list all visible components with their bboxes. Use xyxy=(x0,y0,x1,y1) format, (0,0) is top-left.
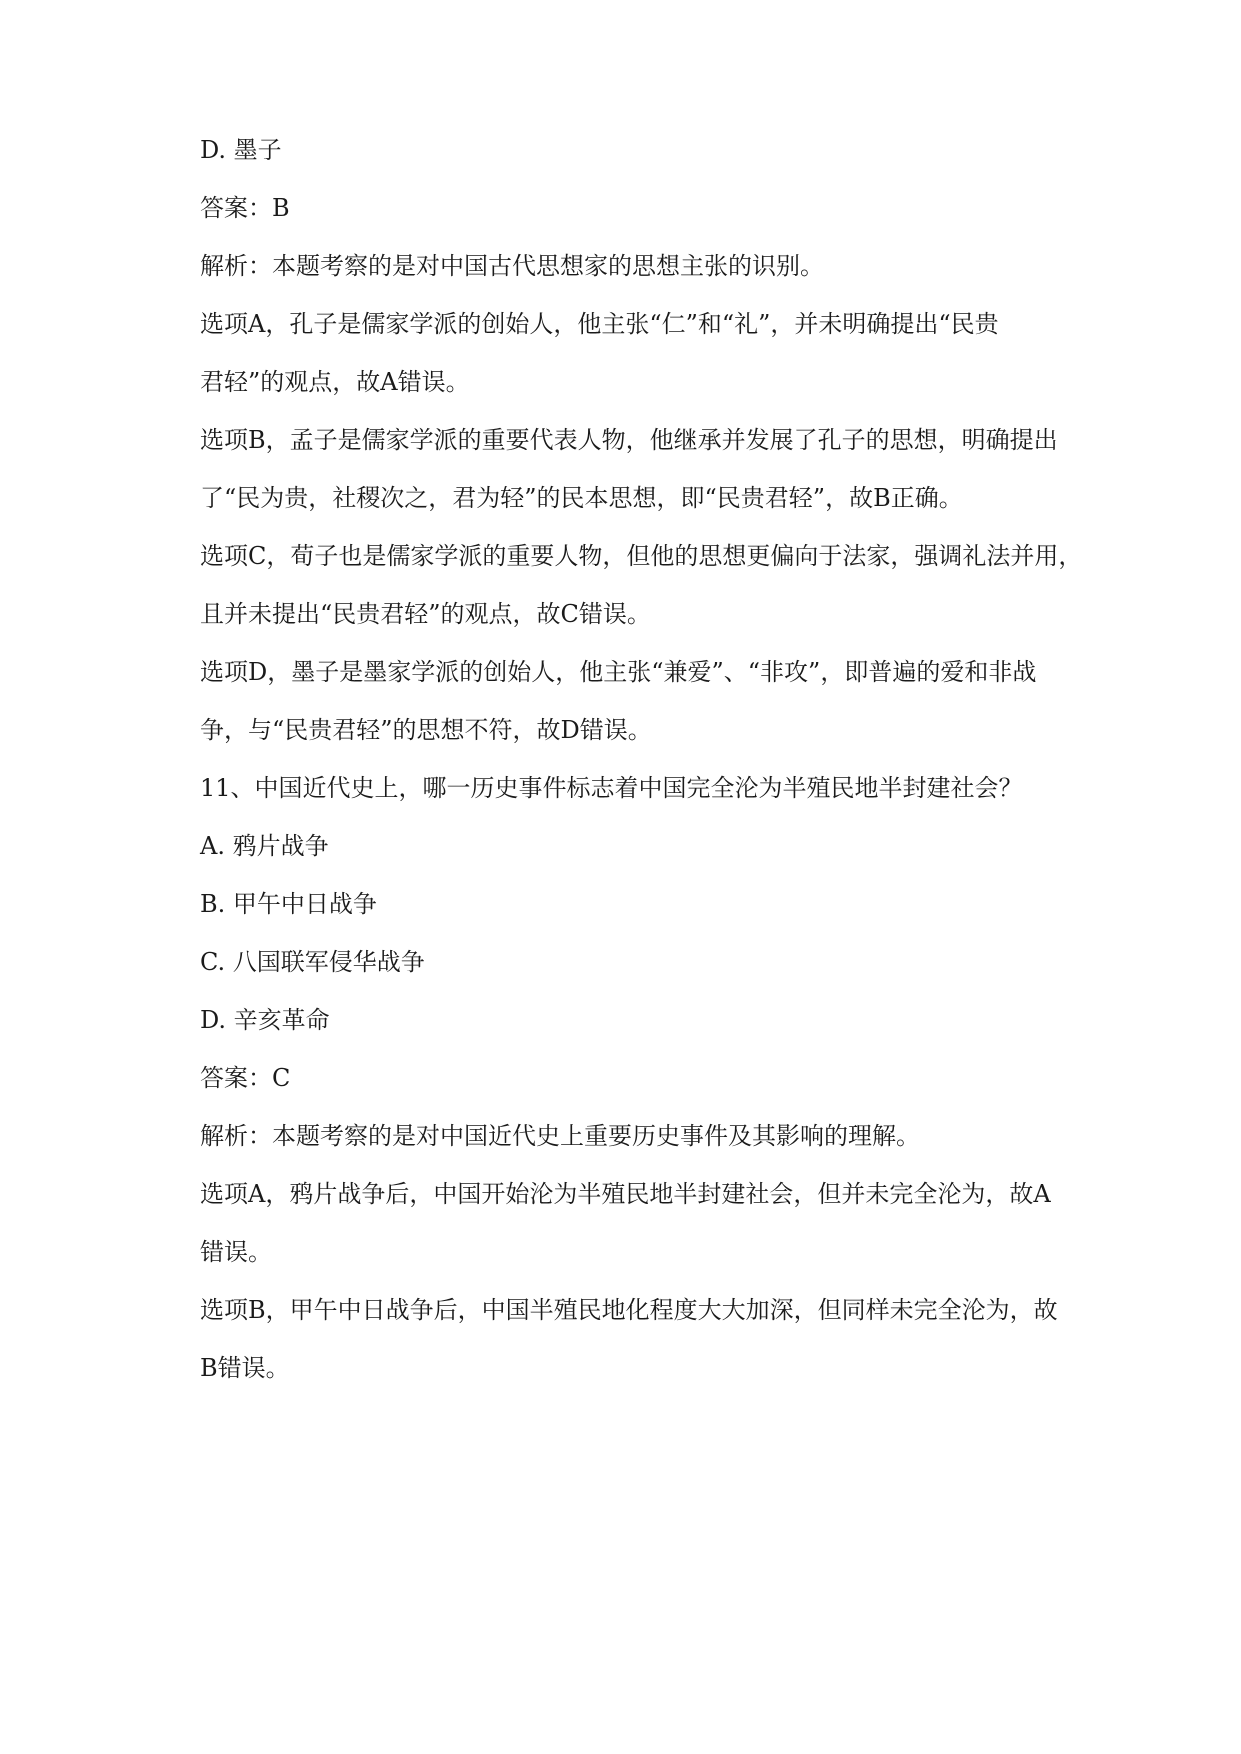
analysis-option-b-line-1: 选项B，孟子是儒家学派的重要代表人物，他继承并发展了孔子的思想，明确提出 xyxy=(200,426,1058,454)
question-11: 11、中国近代史上，哪一历史事件标志着中国完全沦为半殖民地半封建社会？ xyxy=(200,774,1023,802)
analysis-option-a-line-1: 选项A，孔子是儒家学派的创始人，他主张“仁”和“礼”，并未明确提出“民贵 xyxy=(200,310,999,338)
analysis-intro-prev: 解析：本题考察的是对中国古代思想家的思想主张的识别。 xyxy=(200,252,824,280)
q11-option-c: C. 八国联军侵华战争 xyxy=(200,948,425,976)
q11-analysis-a-line-1: 选项A，鸦片战争后，中国开始沦为半殖民地半封建社会，但并未完全沦为，故A xyxy=(200,1180,1051,1208)
analysis-option-b-line-2: 了“民为贵，社稷次之，君为轻”的民本思想，即“民贵君轻”，故B正确。 xyxy=(200,484,963,512)
option-d-prev: D. 墨子 xyxy=(200,136,282,164)
q11-answer: 答案：C xyxy=(200,1064,291,1092)
q11-analysis-a-line-2: 错误。 xyxy=(200,1238,272,1266)
analysis-option-d-line-2: 争，与“民贵君轻”的思想不符，故D错误。 xyxy=(200,716,652,744)
answer-prev: 答案：B xyxy=(200,194,290,222)
analysis-option-c-line-1: 选项C，荀子也是儒家学派的重要人物，但他的思想更偏向于法家，强调礼法并用， xyxy=(200,542,1083,570)
analysis-option-a-line-2: 君轻”的观点，故A错误。 xyxy=(200,368,470,396)
q11-option-a: A. 鸦片战争 xyxy=(200,832,329,860)
q11-analysis-b-line-2: B错误。 xyxy=(200,1354,290,1382)
analysis-option-d-line-1: 选项D，墨子是墨家学派的创始人，他主张“兼爱”、“非攻”，即普遍的爱和非战 xyxy=(200,658,1037,686)
q11-option-d: D. 辛亥革命 xyxy=(200,1006,330,1034)
q11-option-b: B. 甲午中日战争 xyxy=(200,890,377,918)
q11-analysis-b-line-1: 选项B，甲午中日战争后，中国半殖民地化程度大大加深，但同样未完全沦为，故 xyxy=(200,1296,1058,1324)
q11-analysis-intro: 解析：本题考察的是对中国近代史上重要历史事件及其影响的理解。 xyxy=(200,1122,920,1150)
analysis-option-c-line-2: 且并未提出“民贵君轻”的观点，故C错误。 xyxy=(200,600,651,628)
